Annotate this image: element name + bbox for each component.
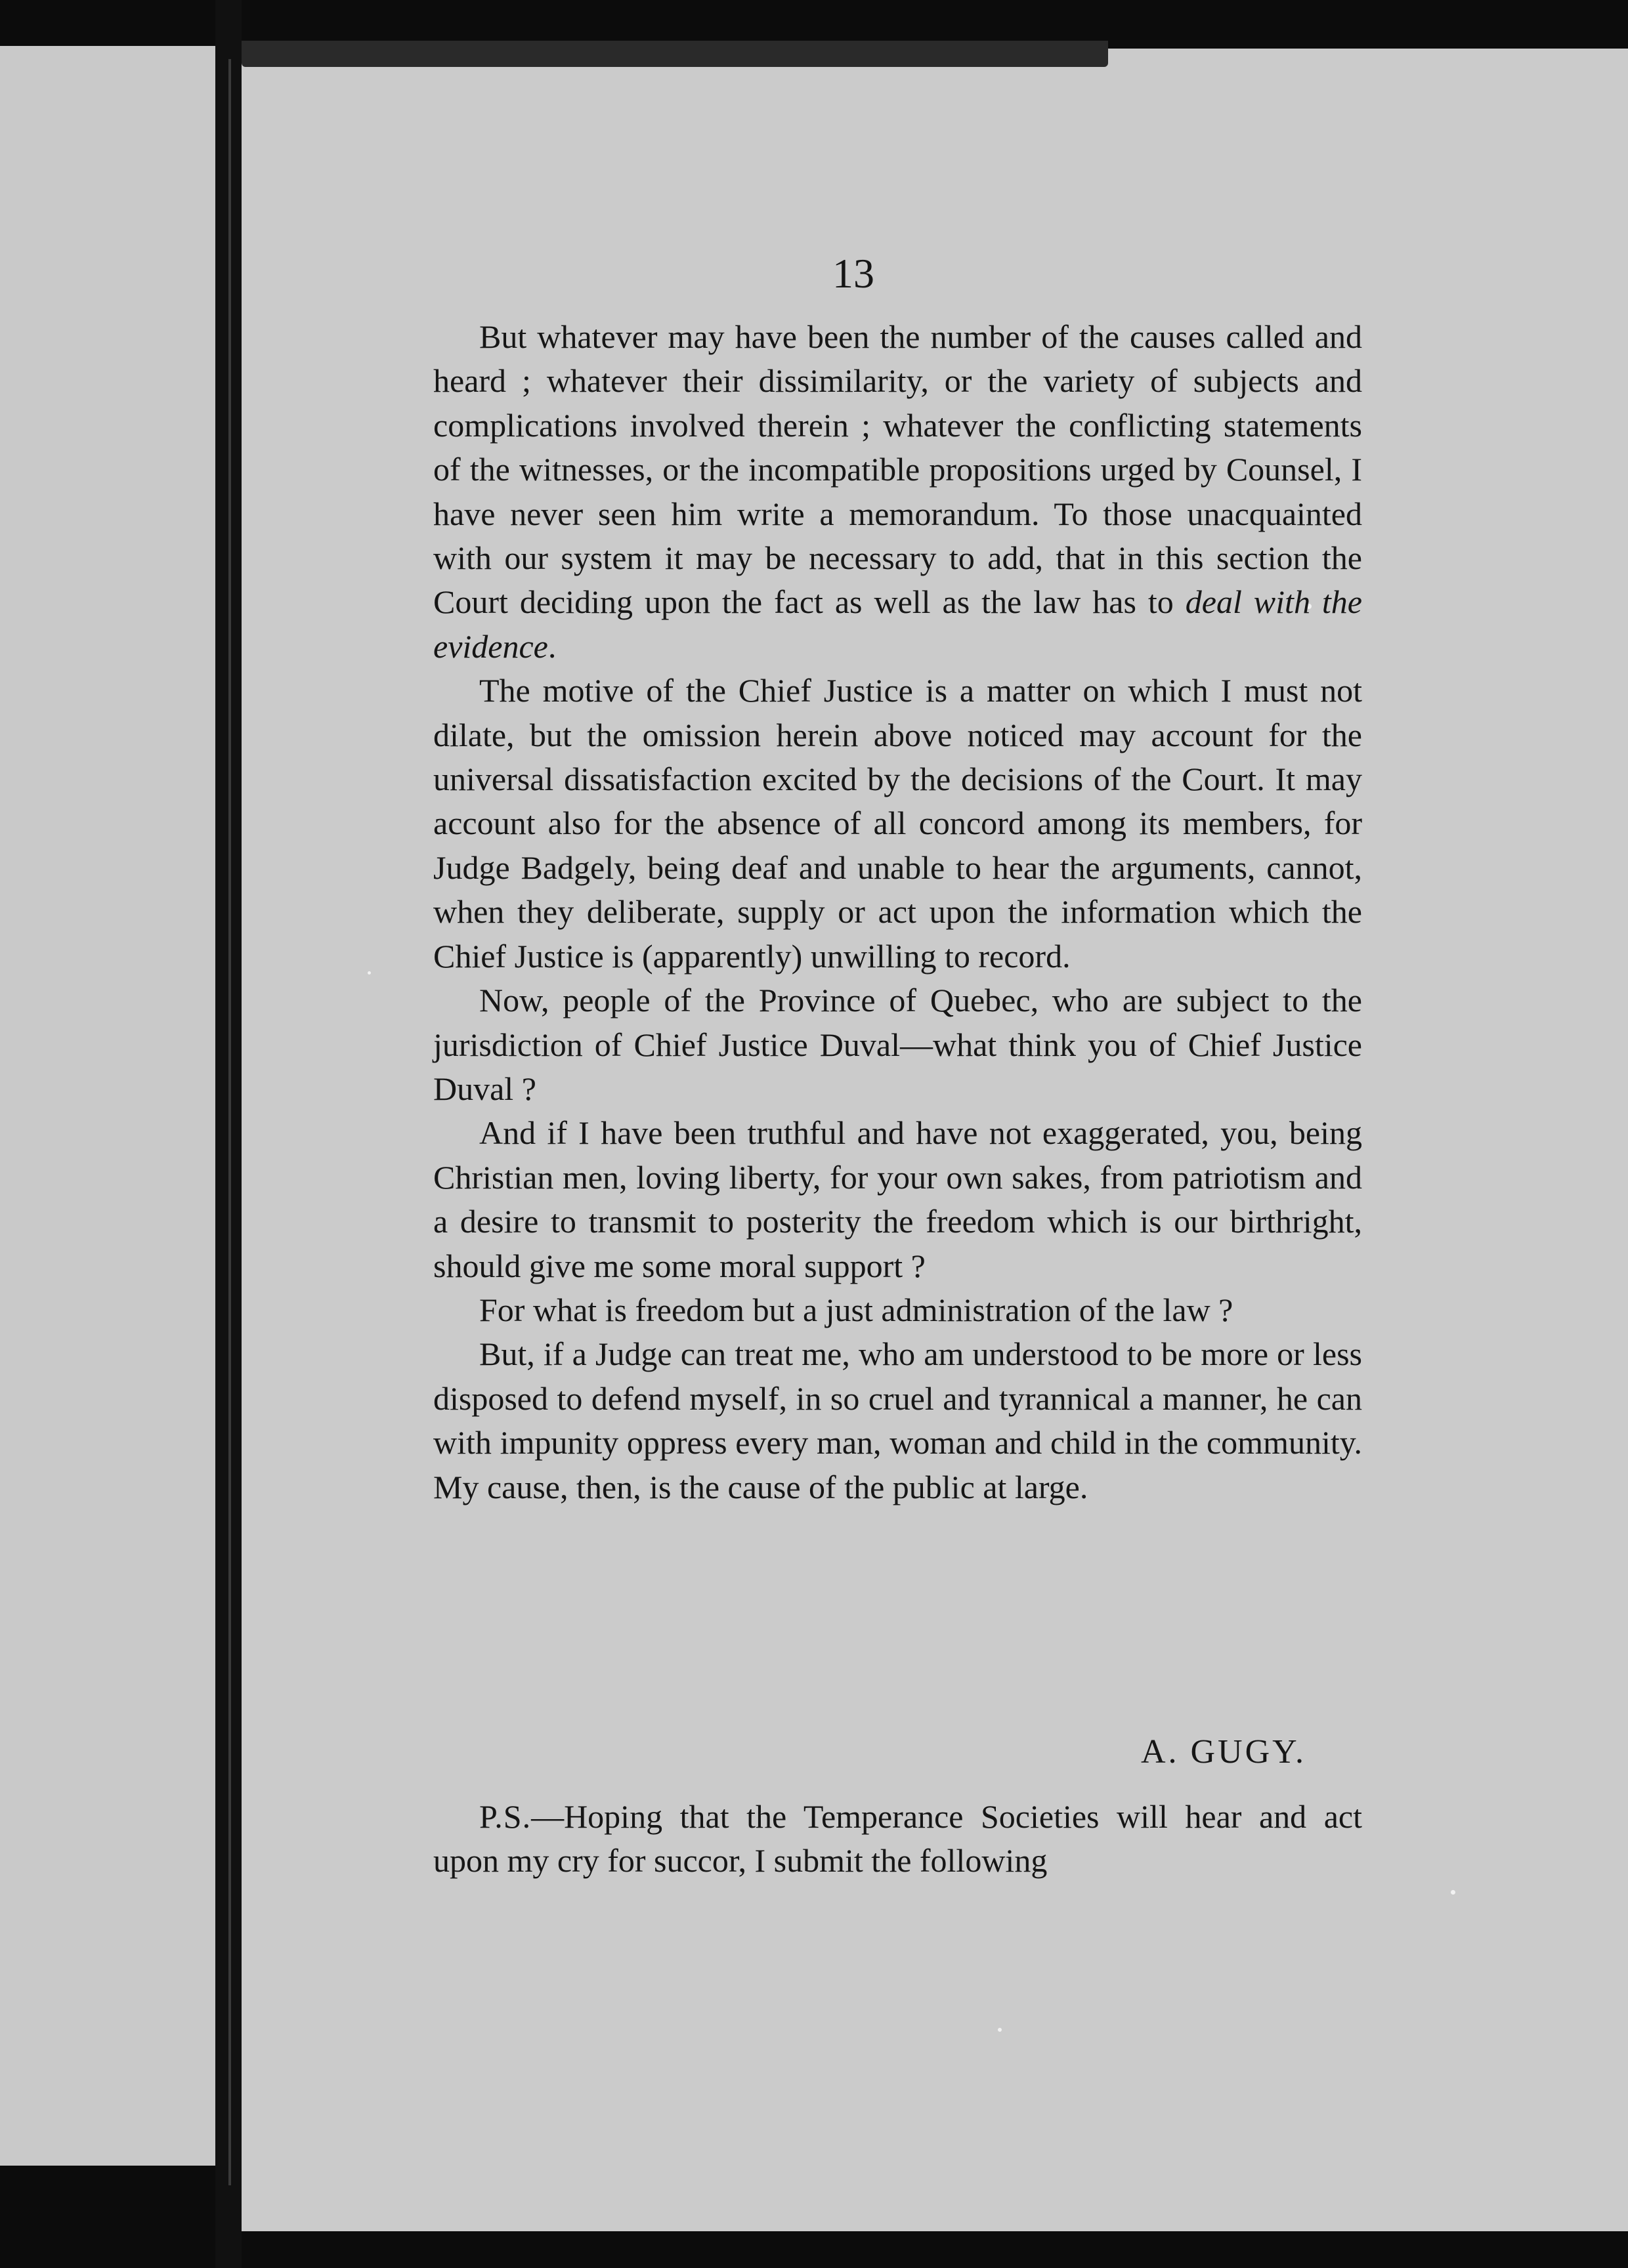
paragraph-1 — [433, 315, 1362, 669]
page-top-shadow — [242, 41, 1108, 67]
page-number: 13 — [832, 250, 874, 297]
body-text — [433, 315, 1362, 1509]
paragraph-2: The motive of the Chief Justice is a matter on which I must not dilate, but the omission herein above noticed may account for the universal dissatisfaction excited by the decisions of the Court. It may account also for the absence of all concord among its members, for Judge Badgely, being deaf and unable to hear the arguments, cannot, when they deliberate, supply or act upon the information which the Chief Justice is (apparently) unwilling to record. — [433, 672, 1362, 975]
paragraph-6: But, if a Judge can treat me, who am understood to be more or less disposed to defend myself, in so cruel and tyrannical a manner, he can with impunity oppress every man, woman and child in the community. My cause, then, is the cause of the public at large. — [433, 1335, 1362, 1505]
paragraph-3: Now, people of the Province of Quebec, who are subject to the jurisdiction of Chief Justice Duval—what think you of Chief Justice Duval ? — [433, 982, 1362, 1107]
scan-speck — [1451, 1890, 1455, 1895]
postscript-paragraph — [433, 1795, 1362, 1883]
postscript — [433, 1795, 1362, 1883]
postscript-label: P.S. — [479, 1798, 532, 1835]
author-signature: A. GUGY. — [1140, 1733, 1306, 1771]
paragraph-5: For what is freedom but a just administration of the law ? — [479, 1291, 1233, 1328]
paragraph-1-italic: deal with the evidence — [433, 583, 1362, 665]
scan-speck — [998, 2028, 1002, 2032]
paragraph-1-text: But whatever may have been the number of the causes called and heard ; whatever their dissimilarity, or the variety of subjects and complications involved therein ; whatever the conflicting statements of the witnesses, or the incompatible propositions urged by Counsel, I have never seen him write a memorandum. To those unacquainted with our system it may be necessary to add, that in this section the Court deciding upon the fact as well as the law has to — [433, 318, 1362, 621]
scan-speck — [368, 971, 371, 975]
facing-page-edge — [0, 46, 215, 2166]
paragraph-4: And if I have been truthful and have not exaggerated, you, being Christian men, loving liberty, for your own sakes, from patriotism and a desire to transmit to posterity the freedom which is our birthright, should give me some moral support ? — [433, 1114, 1362, 1284]
paragraph-1-end: . — [547, 627, 557, 665]
gutter-fold-line — [228, 59, 231, 2185]
postscript-text: —Hoping that the Temperance Societies will hear and act upon my cry for succor, I submit the following — [433, 1798, 1362, 1880]
